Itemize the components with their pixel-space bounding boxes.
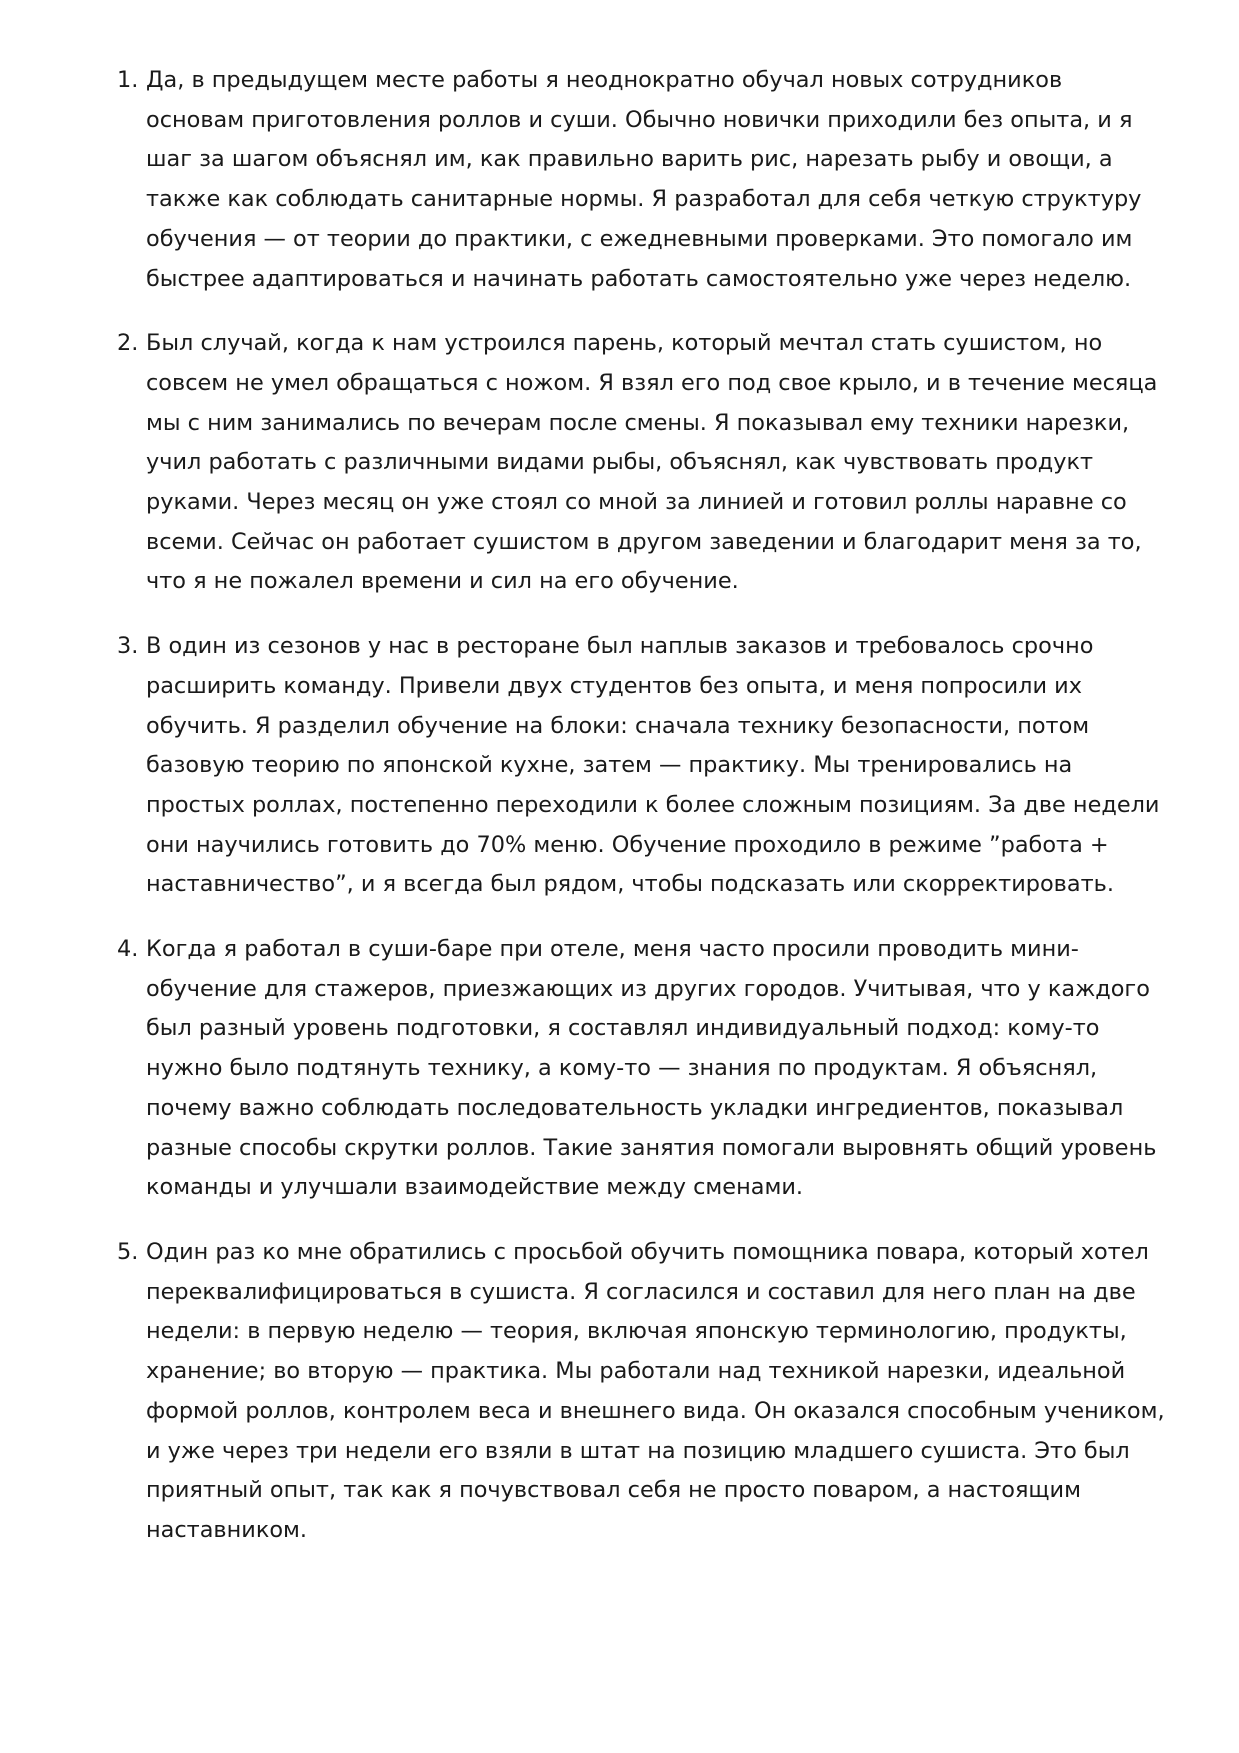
numbered-list [117,61,1167,1576]
list-item-text: Один раз ко мне обратились с просьбой обучить помощника повара, который хотел переквалифицироваться в сушиста. Я согласился и составил для него план на две недели: в первую неделю — теория, включая японскую терминологию, продукты, хранение; во вторую — практика. Мы работали над техникой нарезки, идеальной формой роллов, контролем веса и внешнего вида. Он оказался способным учеником, и уже через три недели его взяли в штат на позицию младшего сушиста. Это был приятный опыт, так как я почувствовал себя не просто поваром, а настоящим наставником. [146,1238,1165,1543]
list-item-text: Когда я работал в суши-баре при отеле, меня часто просили проводить мини-обучение для стажеров, приезжающих из других городов. Учитывая, что у каждого был разный уровень подготовки, я составлял индивидуальный подход: кому-то нужно было подтянуть технику, а кому-то — знания по продуктам. Я объяснял, почему важно соблюдать последовательность укладки ингредиентов, показывал разные способы скрутки роллов. Такие занятия помогали выровнять общий уровень команды и улучшали взаимодействие между сменами. [146,936,1157,1201]
list-item [117,61,1167,299]
list-item-text: В один из сезонов у нас в ресторане был наплыв заказов и требовалось срочно расширить команду. Привели двух студентов без опыта, и меня попросили их обучить. Я разделил обучение на блоки: сначала технику безопасности, потом базовую теорию по японской кухне, затем — практику. Мы тренировались на простых роллах, постепенно переходили к более сложным позициям. За две недели они научились готовить до 70% меню. Обучение проходило в режиме ”работа + наставничество”, и я всегда был рядом, чтобы подсказать или скорректировать. [146,633,1160,898]
list-item-number: 3. [117,633,139,660]
list-item-number: 5. [117,1238,139,1265]
list-item-text: Был случай, когда к нам устроился парень, который мечтал стать сушистом, но совсем не умел обращаться с ножом. Я взял его под свое крыло, и в течение месяца мы с ним занимались по вечерам после смены. Я показывал ему техники нарезки, учил работать с различными видами рыбы, объяснял, как чувствовать продукт руками. Через месяц он уже стоял со мной за линией и готовил роллы наравне со всеми. Сейчас он работает сушистом в другом заведении и благодарит меня за то, что я не пожалел времени и сил на его обучение. [146,330,1158,595]
list-item [117,627,1167,905]
list-item [117,324,1167,602]
list-item [117,930,1167,1208]
list-item [117,1233,1167,1551]
list-item-number: 1. [117,67,139,93]
list-item-number: 4. [117,936,139,963]
list-item-number: 2. [117,330,139,357]
list-item-text: Да, в предыдущем месте работы я неоднократно обучал новых сотрудников основам приготовления роллов и суши. Обычно новички приходили без опыта, и я шаг за шагом объяснял им, как правильно варить рис, нарезать рыбу и овощи, а также как соблюдать санитарные нормы. Я разработал для себя четкую структуру обучения — от теории до практики, с ежедневными проверками. Это помогало им быстрее адаптироваться и начинать работать самостоятельно уже через неделю. [146,67,1142,292]
